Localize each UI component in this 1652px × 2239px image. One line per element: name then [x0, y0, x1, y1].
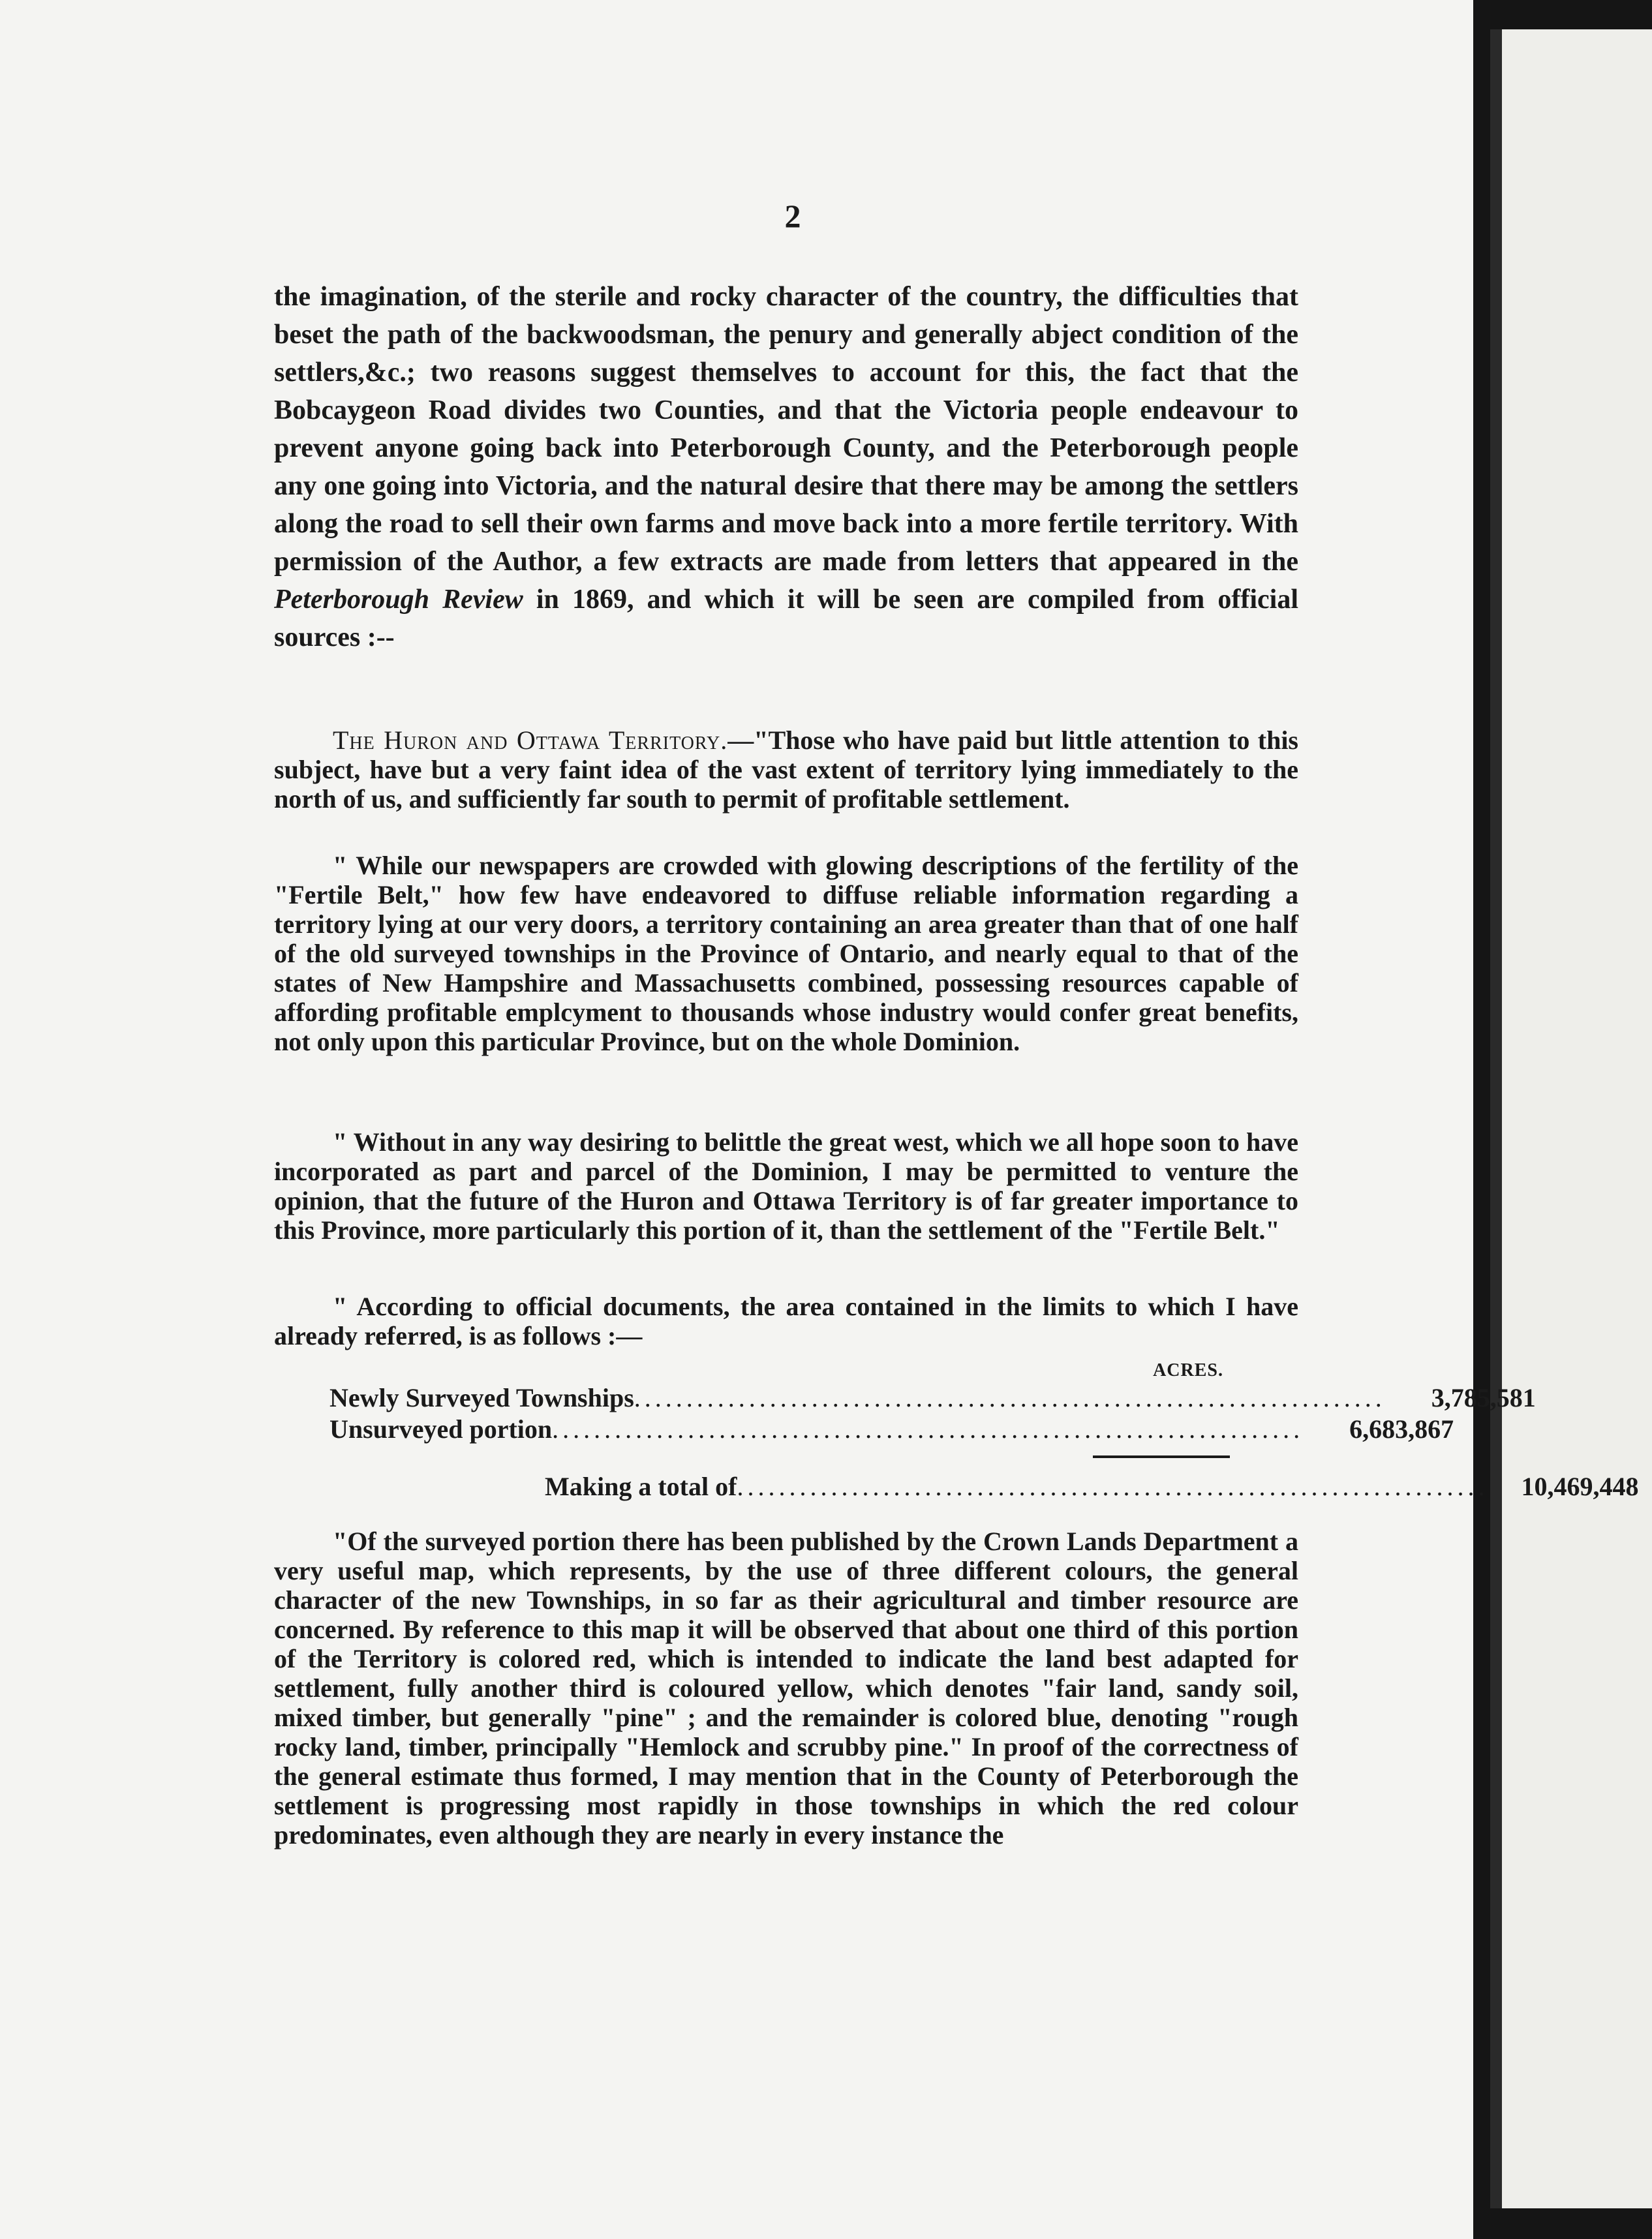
row-value: 3,785,581 — [1431, 1383, 1536, 1412]
paragraph-fertile-belt: " While our newspapers are crowded with glowing descriptions of the fertility of the "Fertile Belt," how few have endeavored to diffuse reliable information regarding a territory lying at our very doors, a territory containing an area greater than that of one half of the old surveyed townships in the Province of Ontario, and nearly equal to that of the states of New Hampshire and Massachusetts combined, possessing resources capable of affording profitable emplcyment to thousands whose industry would confer great benefits, not only upon this particular Province, but on the whole Dominion. — [274, 851, 1298, 1056]
leader-dots: ........................................................................ — [737, 1472, 1489, 1501]
section-heading: The Huron and Ottawa Territory. — [333, 725, 728, 755]
book-spine — [1490, 29, 1502, 2208]
leader-dots: ........................................................................ — [634, 1383, 1386, 1412]
total-label: Making a total of — [545, 1472, 737, 1501]
page-number: 2 — [784, 198, 801, 234]
newspaper-title: Peterborough Review — [274, 585, 523, 615]
paragraph-great-west: " Without in any way desiring to belittle the great west, which we all hope soon to have incorporated as part and parcel of the Dominion, I may be permitted to venture the opinion, that the future of the Huron and Ottawa Territory is of far greater importance to this Province, more particularly this portion of it, than the settlement of the "Fertile Belt." — [274, 1127, 1298, 1245]
total-rule — [1093, 1455, 1230, 1458]
paragraph-surveyed-portion: "Of the surveyed portion there has been published by the Crown Lands Department a very useful map, which represents, by the use of three different colours, the general character of the new Townships, in so far as their agricultural and timber resource are concerned. By reference to this map it will be observed that about one third of this portion of the Territory is colored red, which is intended to indicate the land best adapted for settlement, fully another third is coloured yellow, which denotes "fair land, sandy soil, mixed timber, but generally "pine" ; and the remainder is colored blue, denoting "rough rocky land, timber, principally "Hemlock and scrubby pine." In proof of the correctness of the general estimate thus formed, I may mention that in the County of Peterborough the settlement is progressing most rapidly in those townships in which the red colour predominates, even although they are nearly in every instance the — [274, 1527, 1298, 1850]
row-value: 6,683,867 — [1349, 1414, 1454, 1444]
total-value: 10,469,448 — [1521, 1472, 1639, 1501]
row-label: Newly Surveyed Townships — [329, 1383, 634, 1412]
acres-header: ACRES. — [1153, 1360, 1223, 1380]
paragraph-huron-ottawa — [274, 725, 1298, 814]
paragraph-official-documents: " According to official documents, the area contained in the limits to which I have already referred, is as follows :— — [274, 1292, 1298, 1350]
paragraph-opening-end: in 1869, and which it will be seen are compiled from official sources :-- — [274, 585, 1298, 652]
paragraph-huron-ottawa-text: —"Those who have paid but little attention to this subject, have but a very faint idea of the vast extent of territory lying immediately to the north of us, and sufficiently far south to permit of profitable settlement. — [274, 725, 1298, 814]
acres-table — [329, 1359, 1639, 1502]
table-row — [329, 1414, 1454, 1445]
paragraph-opening — [274, 278, 1298, 656]
paragraph-opening-text: the imagination, of the sterile and rocky character of the country, the difficulties that beset the path of the backwoodsman, the penury and generally abject condition of the settlers,&c.; two reasons suggest themselves to account for this, the fact that the Bobcaygeon Road divides two Counties, and that the Victoria people endeavour to prevent anyone going back into Peterborough County, and the Peterborough people any one going into Victoria, and the natural desire that there may be among the settlers along the road to sell their own farms and move back into a more fertile territory. With permission of the Author, a few extracts are made from letters that appeared in the — [274, 282, 1298, 577]
leader-dots: ........................................................................ — [552, 1414, 1304, 1444]
facing-page-sliver — [1502, 29, 1652, 2208]
total-row — [545, 1471, 1639, 1502]
row-label: Unsurveyed portion — [329, 1414, 553, 1444]
table-row — [329, 1382, 1536, 1414]
adjacent-page-edge — [1473, 0, 1652, 2239]
